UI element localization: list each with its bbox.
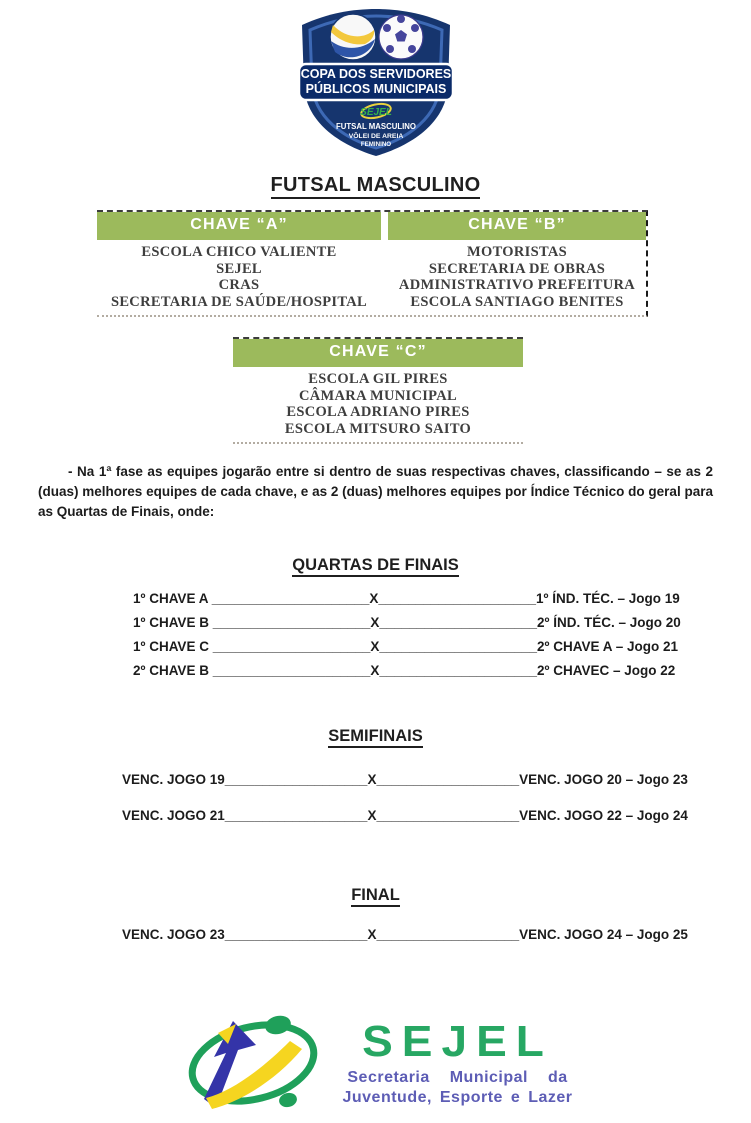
badge-banner [299,64,453,100]
sejel-wordmark: SEJEL [362,1016,553,1066]
badge-subtitle-3: FEMININO [360,141,391,148]
team-name: SECRETARIA DE OBRAS [428,260,606,277]
group-table-ab-body [97,240,646,315]
group-table-ab-headers [97,212,646,240]
soccer-ball-icon [379,15,423,59]
badge-subtitle-1: FUTSAL MASCULINO [335,122,416,131]
quartas-rows [133,587,751,683]
team-name: SEJEL [216,260,262,277]
semifinais-rows [122,762,751,834]
team-name: SECRETARIA DE SAÚDE/HOSPITAL [110,293,368,310]
sejel-footer-logo [0,1003,751,1123]
group-header-a: CHAVE “A” [97,212,381,240]
match-row: 1º CHAVE A _____________________X_____________________1º ÍND. TÉC. – Jogo 19 [133,590,680,606]
match-row: VENC. JOGO 21___________________X___________________VENC. JOGO 22 – Jogo 24 [122,807,688,823]
group-table-c-headers [233,339,523,367]
sejel-subtitle [342,1068,572,1108]
team-name: ESCOLA SANTIAGO BENITES [410,293,624,310]
team-name: ESCOLA GIL PIRES [308,371,448,387]
team-name: CRAS [218,277,260,293]
team-name: ESCOLA CHICO VALIENTE [141,244,337,260]
volleyball-icon [330,14,376,60]
group-table-c [233,337,523,444]
group-table-c-body [233,367,523,442]
badge-banner-line2: PÚBLICOS MUNICIPAIS [305,82,446,96]
group-b-teams [388,244,646,310]
match-row: 1º CHAVE B _____________________X_____________________2º ÍND. TÉC. – Jogo 20 [133,614,681,630]
match-row: 1º CHAVE C _____________________X_____________________2º CHAVE A – Jogo 21 [133,638,679,654]
group-a-teams [97,244,381,310]
team-name: CÂMARA MUNICIPAL [299,387,457,404]
sejel-subtitle-line2: Juventude, Esporte e Lazer [342,1088,573,1106]
quartas-title: QUARTAS DE FINAIS [0,556,751,575]
badge-banner-line1: COPA DOS SERVIDORES [300,67,451,81]
badge-subtitle-2: VÔLEI DE AREIA [348,133,403,140]
team-name: ESCOLA MITSURO SAITO [284,420,472,437]
final-title: FINAL [0,886,751,905]
sejel-emblem-icon [178,1003,328,1123]
group-header-gap [381,212,388,240]
phase-note: - Na 1ª fase as equipes jogarão entre si dentro de suas respectivas chaves, classificando – se as 2 (duas) melhores equipes de cada chave, e as 2 (duas) melhores equipes por Índice Técnico do geral para as Quartas de Finais, onde: [38,464,713,519]
match-row: VENC. JOGO 23___________________X___________________VENC. JOGO 24 – Jogo 25 [122,926,688,942]
team-name: ESCOLA ADRIANO PIRES [286,404,470,420]
page-title: FUTSAL MASCULINO [0,174,751,197]
sejel-subtitle-line1: Secretaria Municipal da [347,1068,568,1086]
match-row: 2º CHAVE B _____________________X_____________________2º CHAVEC – Jogo 22 [133,662,676,678]
tournament-badge [0,0,751,158]
match-row: VENC. JOGO 19___________________X___________________VENC. JOGO 20 – Jogo 23 [122,771,688,787]
group-table-ab [97,210,648,317]
group-header-b: CHAVE “B” [388,212,646,240]
final-rows [122,923,751,947]
group-c-teams [233,371,523,437]
sejel-footer-text [342,1018,572,1108]
team-name: ADMINISTRATIVO PREFEITURA [398,277,636,293]
badge-sejel-mini-text: SEJEL [359,107,392,118]
group-header-c: CHAVE “C” [233,339,523,367]
team-name: MOTORISTAS [467,244,567,260]
tournament-badge-shield [296,8,456,158]
semifinais-title: SEMIFINAIS [0,727,751,746]
